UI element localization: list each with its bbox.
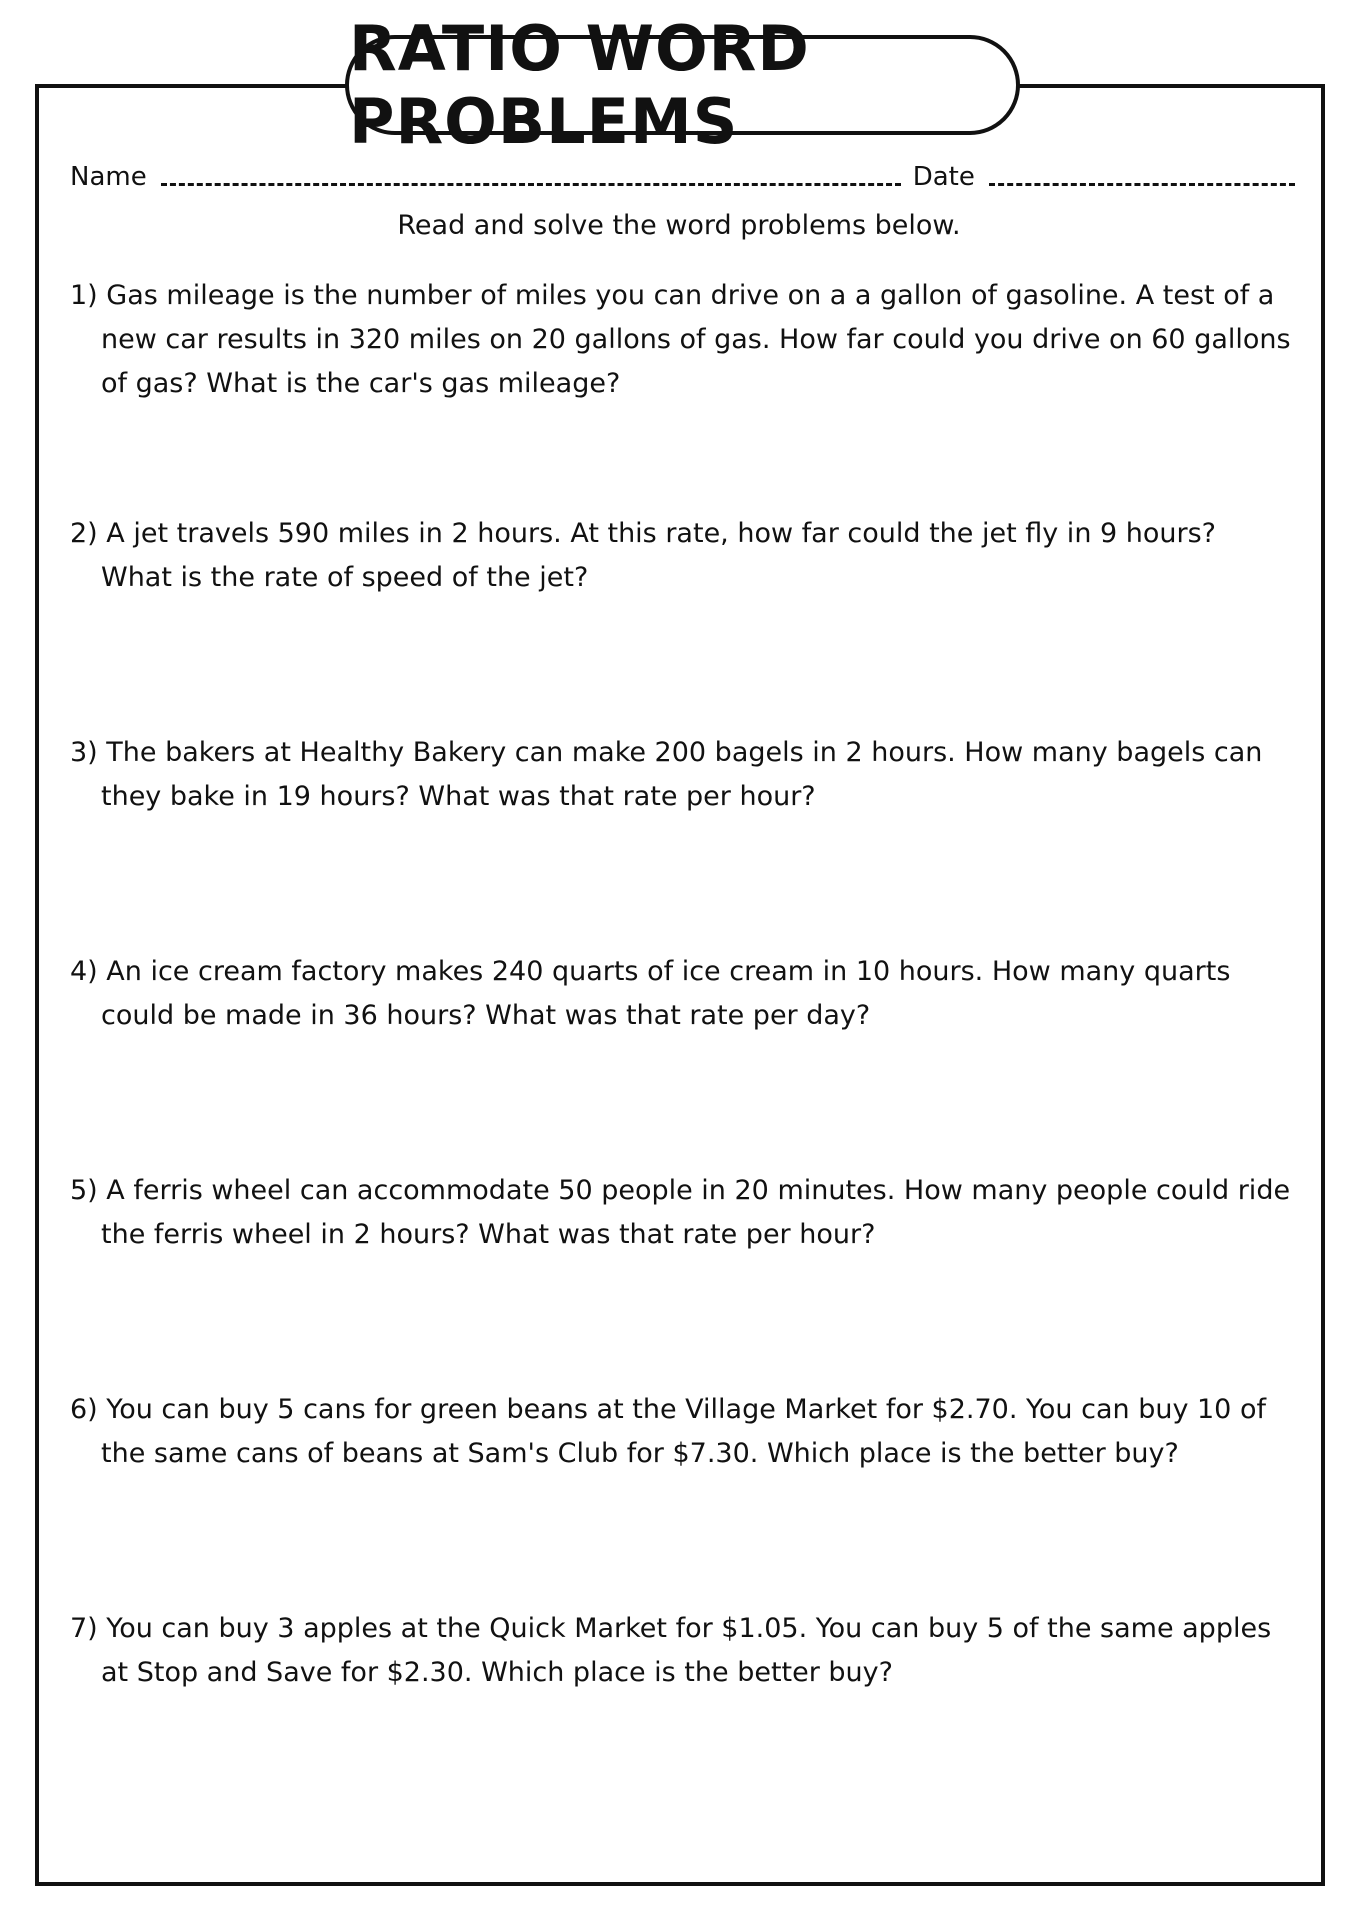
problem-3 <box>70 731 1295 819</box>
title-banner <box>345 12 1020 158</box>
problem-7 <box>70 1607 1295 1695</box>
name-date-row <box>70 152 1295 192</box>
date-field[interactable] <box>989 183 1295 186</box>
instructions: Read and solve the word problems below. <box>397 210 961 241</box>
name-field[interactable] <box>161 183 901 186</box>
problem-text: 5) A ferris wheel can accommodate 50 people in 20 minutes. How many people could ride the ferris wheel in 2 hours? What was that rate per hour? <box>70 1175 1291 1250</box>
problem-text: 7) You can buy 3 apples at the Quick Market for $1.05. You can buy 5 of the same apples at Stop and Save for $2.30. Which place is the better buy? <box>70 1613 1272 1688</box>
problem-2 <box>70 512 1295 600</box>
problem-4 <box>70 950 1295 1038</box>
problem-6 <box>70 1388 1295 1476</box>
problem-text: 6) You can buy 5 cans for green beans at the Village Market for $2.70. You can buy 10 of the same cans of beans at Sam's Club for $7.30. Which place is the better buy? <box>70 1394 1266 1469</box>
date-label: Date <box>912 162 975 192</box>
name-label: Name <box>70 162 147 192</box>
problem-1 <box>70 274 1295 406</box>
problem-text: 4) An ice cream factory makes 240 quarts of ice cream in 10 hours. How many quarts could be made in 36 hours? What was that rate per day? <box>70 956 1231 1031</box>
problem-5 <box>70 1169 1295 1257</box>
problem-text: 3) The bakers at Healthy Bakery can make 200 bagels in 2 hours. How many bagels can they bake in 19 hours? What was that rate per hour? <box>70 737 1263 812</box>
problem-text: 1) Gas mileage is the number of miles you can drive on a a gallon of gasoline. A test of a new car results in 320 miles on 20 gallons of gas. How far could you drive on 60 gallons of gas? What is the car's gas mileage? <box>70 280 1291 399</box>
page-title: RATIO WORD PROBLEMS <box>349 12 810 158</box>
problem-text: 2) A jet travels 590 miles in 2 hours. At this rate, how far could the jet fly in 9 hours? What is the rate of speed of the jet? <box>70 518 1217 593</box>
